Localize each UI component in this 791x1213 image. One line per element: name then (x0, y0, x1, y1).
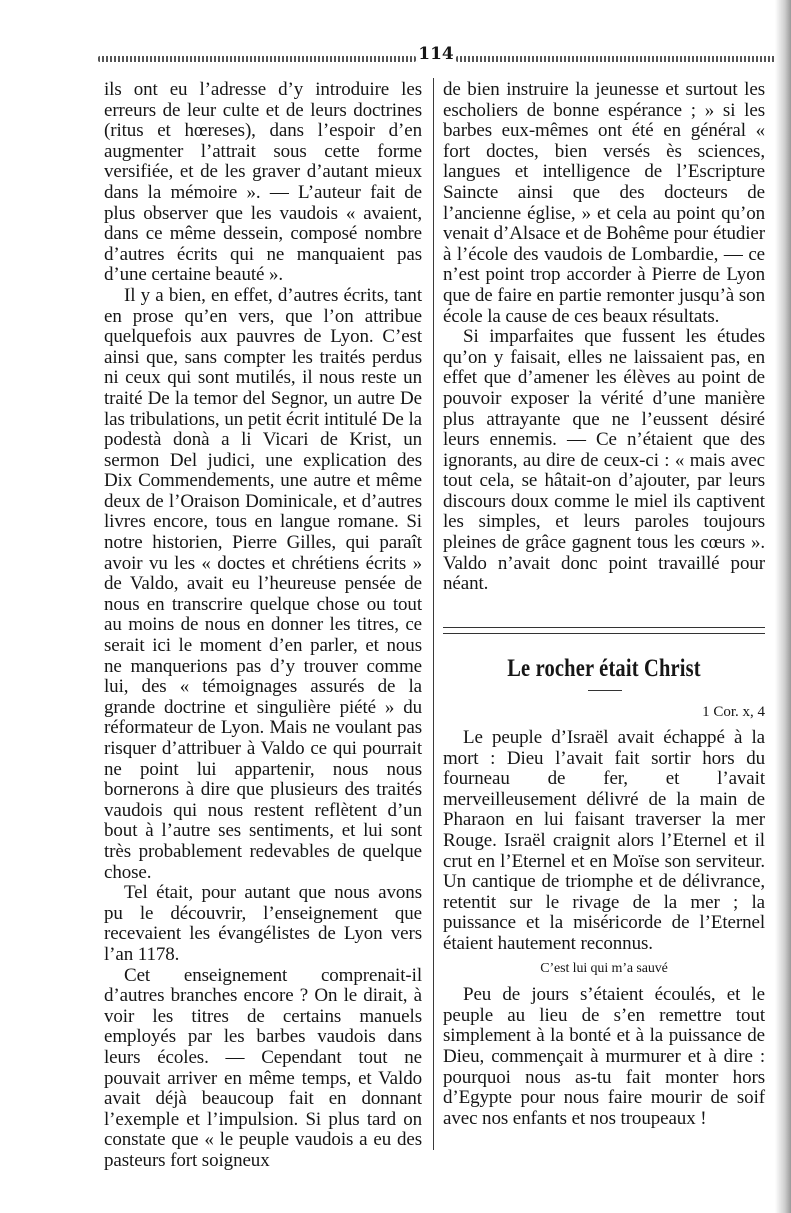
left-paragraph-4: Cet enseignement comprenait-il d’autres branches encore ? On le dirait, à voir les titres de certains manuels employés par les barbes vaudois dans leurs écoles. — Cependant tout ne pouvait arriver en même temps, et Valdo avait déjà beaucoup fait en donnant l’exemple et l’impulsion. Si plus tard on constate que « le peuple vaudois a eu des pasteurs fort soigneux (104, 964, 422, 1171)
right-column (443, 80, 765, 595)
article-title: Le rocher était Christ (507, 655, 701, 682)
article-subheading: C’est lui qui m’a sauvé (540, 960, 668, 976)
section-divider (443, 627, 765, 634)
article-body (443, 728, 765, 1129)
page-number: 114 (418, 44, 454, 64)
scripture-reference: 1 Cor. x, 4 (702, 704, 765, 720)
article-paragraph-2: Peu de jours s’étaient écoulés, et le peuple au lieu de s’en remettre tout simplement à la bonté et à la puissance de Dieu, commençait à murmurer et à dire : pourquoi nous as-tu fait monter hors d’Egypte pour nous faire mourir de soif avec nos enfants et nos troupeaux ! (443, 984, 765, 1129)
title-ornament (588, 690, 622, 693)
right-paragraph-2: Si imparfaites que fussent les études qu’on y faisait, elles ne laissaient pas, en effet que d’amener les élèves au point de pouvoir exposer la vérité d’une manière plus attrayante que ne l’eussent désiré leurs ennemis. — Ce n’étaient que des ignorants, au dire de ceux-ci : « mais avec tout cela, se hâtait-on d’ajouter, par leurs discours doux comme le miel ils captivent les simples, et leurs paroles toujours pleines de grâce gagnent tous les cœurs ». Valdo n’avait donc point travaillé pour néant. (443, 326, 765, 595)
left-paragraph-2: Il y a bien, en effet, d’autres écrits, tant en prose qu’en vers, que l’on attribue quelquefois aux pauvres de Lyon. C’est ainsi que, sans compter les traités perdus ni ceux qui sont mutilés, il nous reste un traité De la temor del Segnor, un autre De las tribulations, un petit écrit intitulé De la podestà donà a li Vicari de Krist, un sermon Del judici, une explication des Dix Commendements, une autre et même deux de l’Oraison Dominicale, et d’autres livres encore, tous en langue romane. Si notre historien, Pierre Gilles, qui paraît avoir vu les « doctes et chrétiens écrits » de Valdo, avait eu l’heureuse pensée de nous en transcrire quelque chose ou tout au moins de nous en donner les titres, ce serait ici le moment d’en parler, et nous ne manquerions pas d’y trouver comme lui, des « témoignages assurés de la grande doctrine et singulière piété » du réformateur de Lyon. Mais ne voulant pas risquer d’attribuer à Valdo ce qui pourrait ne point lui appartenir, nous nous bornerons à dire que plusieurs des traités vaudois qui nous restent reflètent d’un bout à l’autre ses sentiments, et lui sont très probablement redevables de quelque chose. (104, 284, 422, 883)
header-ornament-left (98, 56, 416, 62)
header-ornament-right (456, 56, 776, 62)
left-column (104, 80, 422, 1171)
right-paragraph-1: de bien instruire la jeunesse et surtout les escholiers de bonne espérance ; » si les barbes eux-mêmes ont été en général « fort doctes, bien versés ès sciences, langues et intelligence de l’Escripture Saincte ainsi que des docteurs de l’ancienne église, » et cela au point qu’on venait d’Alsace et de Bohême pour étudier à l’école des vaudois de Lombardie, — ce n’est point trop accorder à Pierre de Lyon que de faire en partie remonter jusqu’à son école la cause de ces beaux résultats. (443, 79, 765, 327)
left-paragraph-1: ils ont eu l’adresse d’y introduire les erreurs de leur culte et de leurs doctrines (ritus et hœreses), dans l’espoir d’en augmenter l’attrait sous cette forme versifiée, et de les graver d’autant mieux dans la mémoire ». — L’auteur fait de plus observer que les vaudois « avaient, dans ce même dessein, composé nombre d’autres écrits qui ne manquaient pas d’une certaine beauté ». (104, 79, 422, 286)
column-rule (433, 78, 434, 1150)
left-paragraph-3: Tel était, pour autant que nous avons pu le découvrir, l’enseignement que recevaient les évangélistes de Lyon vers l’an 1178. (104, 882, 422, 965)
page-edge-shadow (775, 0, 791, 1213)
article-paragraph-1: Le peuple d’Israël avait échappé à la mort : Dieu l’avait fait sortir hors du fourneau de fer, et l’avait merveilleusement délivré de la main de Pharaon en lui faisant traverser la mer Rouge. Israël craignit alors l’Eternel et il crut en l’Eternel et en Moïse son serviteur. Un cantique de triomphe et de délivrance, retentit sur le rivage de la mer ; la puissance et la miséricorde de l’Eternel étaient hautement reconnus. (443, 727, 765, 954)
running-header (98, 44, 776, 68)
